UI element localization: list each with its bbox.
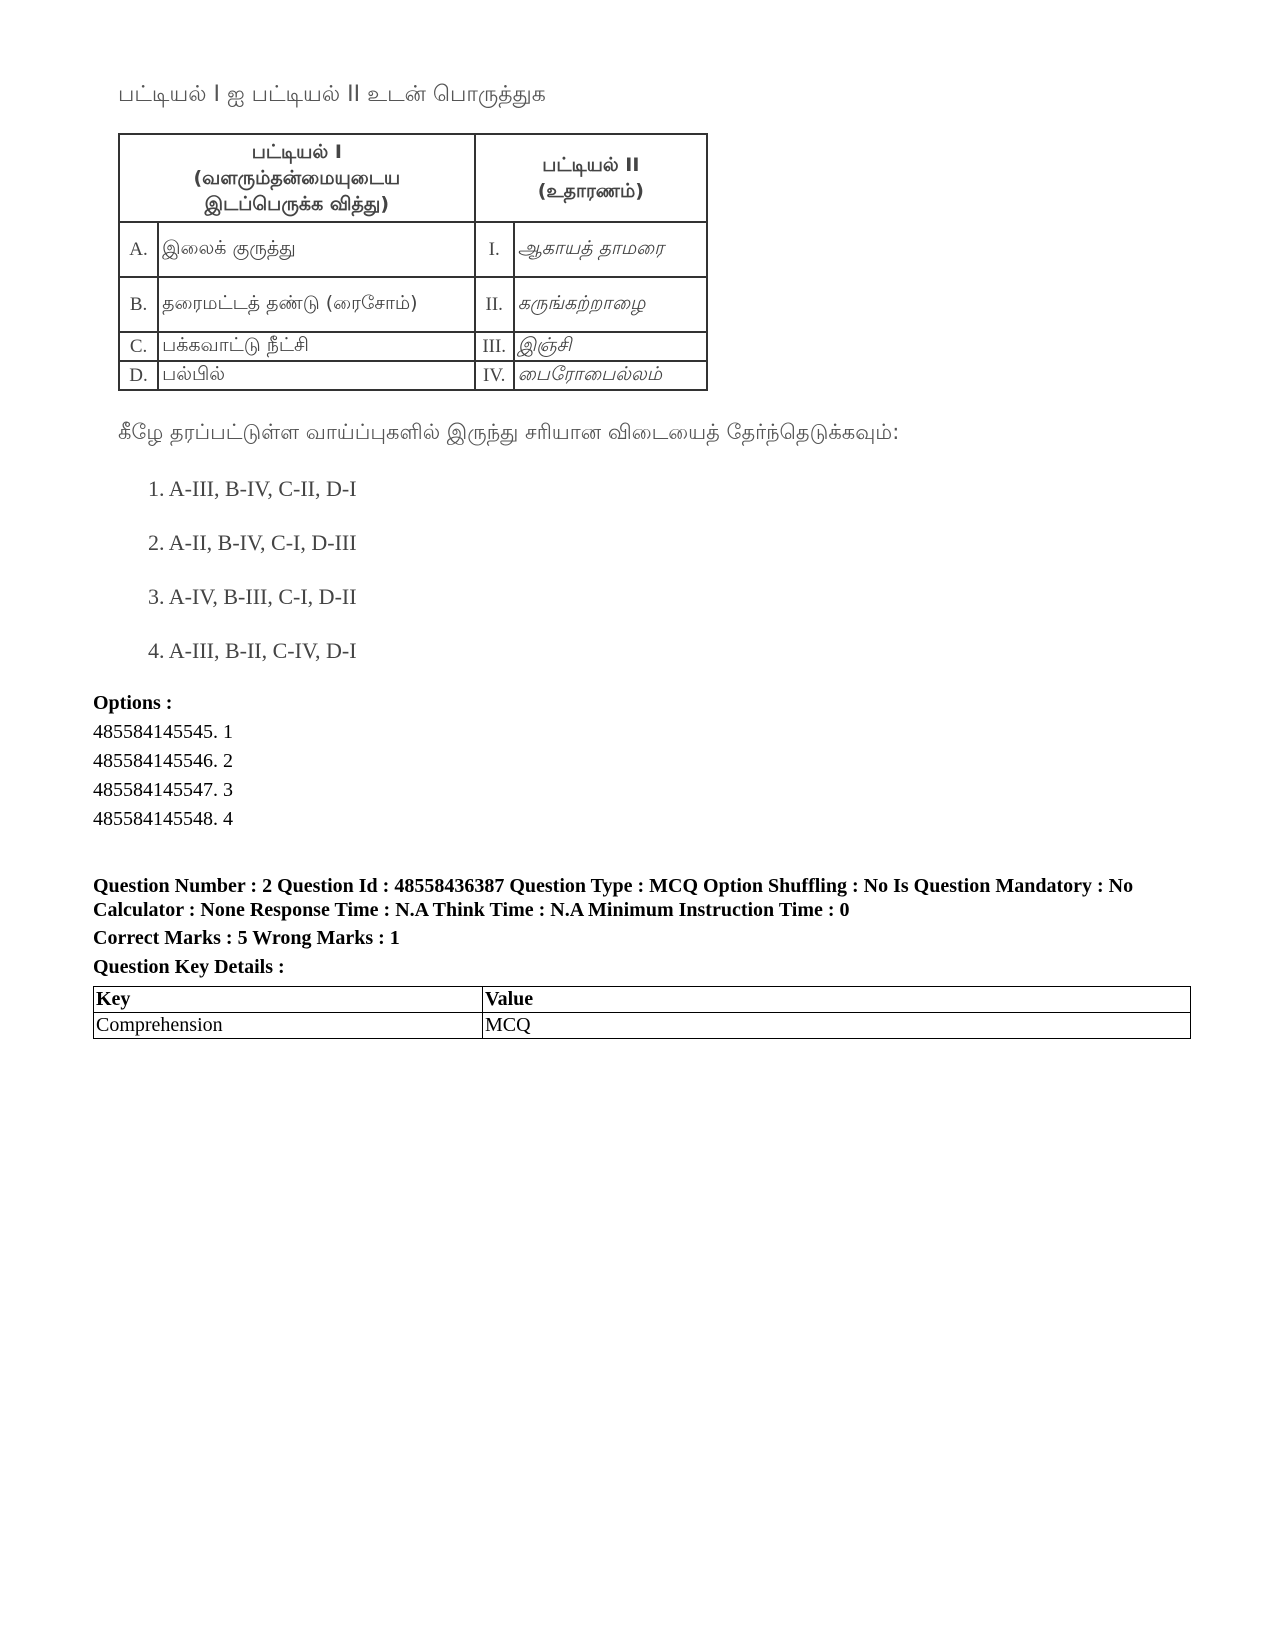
match-header-right: பட்டியல் II (உதாரணம்): [475, 134, 707, 222]
marks-line: Correct Marks : 5 Wrong Marks : 1: [93, 927, 400, 949]
table-row: [94, 1013, 1191, 1039]
options-heading: Options :: [93, 692, 173, 714]
answer-choice: 2. A-II, B-IV, C-I, D-III: [148, 530, 357, 555]
answer-choice: 4. A-III, B-II, C-IV, D-I: [148, 638, 357, 663]
question-instruction: பட்டியல் I ஐ பட்டியல் II உடன் பொருத்துக: [118, 82, 546, 107]
match-row: A. இலைக் குருத்து I. ஆகாயத் தாமரை: [119, 222, 707, 277]
match-row: C. பக்கவாட்டு நீட்சி III. இஞ்சி: [119, 332, 707, 361]
question-prompt: கீழே தரப்பட்டுள்ள வாய்ப்புகளில் இருந்து சரியான விடையைத் தேர்ந்தெடுக்கவும்:: [118, 420, 900, 444]
question-info-line: Question Number : 2 Question Id : 48558436387 Question Type : MCQ Option Shuffling : No Is Question Mandatory : No: [93, 875, 1134, 897]
table-header-key: Key: [94, 987, 483, 1013]
match-row: B. தரைமட்டத் தண்டு (ரைசோம்) II. கருங்கற்றாழை: [119, 277, 707, 332]
option-item: 485584145546. 2: [93, 750, 233, 772]
match-header-left: பட்டியல் I (வளரும்தன்மையுடைய இடப்பெருக்க வித்து): [119, 134, 475, 222]
key-details-heading: Question Key Details :: [93, 956, 285, 978]
option-item: 485584145547. 3: [93, 779, 233, 801]
question-info-line: Calculator : None Response Time : N.A Think Time : N.A Minimum Instruction Time : 0: [93, 899, 850, 921]
table-cell: MCQ: [483, 1013, 1191, 1039]
match-row: D. பல்பில் IV. பைரோபைல்லம்: [119, 361, 707, 390]
match-table: [118, 133, 708, 391]
option-item: 485584145545. 1: [93, 721, 233, 743]
table-cell: Comprehension: [94, 1013, 483, 1039]
answer-choice: 1. A-III, B-IV, C-II, D-I: [148, 476, 357, 501]
key-details-table: [93, 986, 1191, 1039]
answer-choice: 3. A-IV, B-III, C-I, D-II: [148, 584, 357, 609]
option-item: 485584145548. 4: [93, 808, 233, 830]
table-header-value: Value: [483, 987, 1191, 1013]
table-header-row: [94, 987, 1191, 1013]
